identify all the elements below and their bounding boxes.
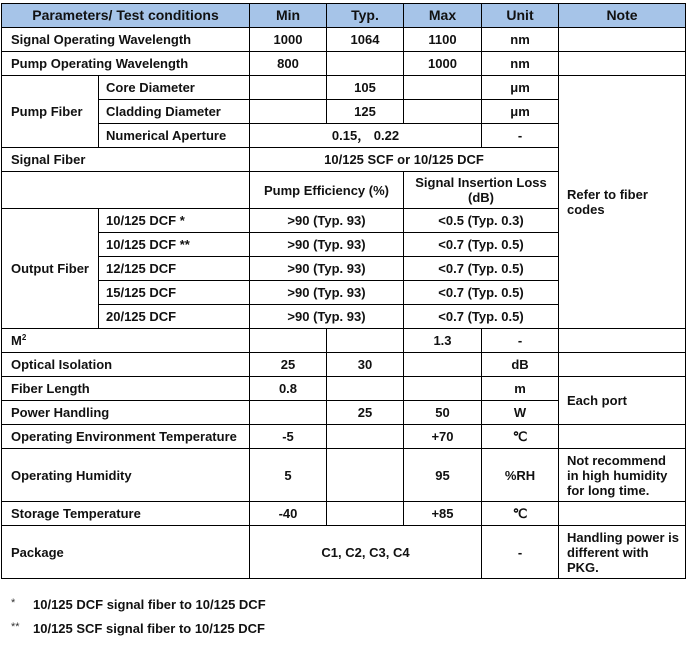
max-value: 1100 — [404, 28, 482, 52]
typ-value — [327, 502, 404, 526]
table-row — [2, 377, 686, 401]
signal-fiber-label: Signal Fiber — [2, 148, 250, 172]
loss-value: <0.5 (Typ. 0.3) — [404, 209, 559, 233]
m2-label: M — [11, 333, 22, 348]
table-row — [2, 526, 686, 579]
fiber-type: 10/125 DCF * — [99, 209, 250, 233]
row-label — [2, 329, 250, 353]
row-label: Pump Operating Wavelength — [2, 52, 250, 76]
footnote-text: 10/125 SCF signal fiber to 10/125 DCF — [33, 621, 265, 636]
efficiency-value: >90 (Typ. 93) — [250, 305, 404, 329]
table-row — [2, 502, 686, 526]
max-value: +85 — [404, 502, 482, 526]
insertion-loss-header: Signal Insertion Loss (dB) — [404, 172, 559, 209]
max-value: 95 — [404, 449, 482, 502]
header-min: Min — [250, 4, 327, 28]
loss-value: <0.7 (Typ. 0.5) — [404, 233, 559, 257]
typ-value — [327, 449, 404, 502]
note-cell — [559, 52, 686, 76]
footnote — [11, 621, 266, 645]
row-label: Package — [2, 526, 250, 579]
header-unit: Unit — [482, 4, 559, 28]
row-label: Fiber Length — [2, 377, 250, 401]
header-max: Max — [404, 4, 482, 28]
table-row — [2, 329, 686, 353]
unit-value: - — [482, 124, 559, 148]
max-value — [404, 76, 482, 100]
min-value — [250, 100, 327, 124]
unit-value: dB — [482, 353, 559, 377]
min-value — [250, 401, 327, 425]
fiber-type: 10/125 DCF ** — [99, 233, 250, 257]
max-value: 50 — [404, 401, 482, 425]
row-label: Signal Operating Wavelength — [2, 28, 250, 52]
row-label: Power Handling — [2, 401, 250, 425]
footnote-text: 10/125 DCF signal fiber to 10/125 DCF — [33, 597, 266, 612]
unit-value: nm — [482, 28, 559, 52]
unit-value: %RH — [482, 449, 559, 502]
row-label: Operating Environment Temperature — [2, 425, 250, 449]
typ-value: 105 — [327, 76, 404, 100]
max-value: +70 — [404, 425, 482, 449]
unit-value: - — [482, 526, 559, 579]
typ-value — [327, 425, 404, 449]
na-value: 0.15， 0.22 — [250, 124, 482, 148]
min-value: -5 — [250, 425, 327, 449]
footnote — [11, 597, 266, 621]
unit-value: W — [482, 401, 559, 425]
note-cell — [559, 28, 686, 52]
max-value — [404, 377, 482, 401]
min-value: 0.8 — [250, 377, 327, 401]
unit-value: m — [482, 377, 559, 401]
numerical-aperture-label: Numerical Aperture — [99, 124, 250, 148]
header-typ: Typ. — [327, 4, 404, 28]
efficiency-value: >90 (Typ. 93) — [250, 233, 404, 257]
core-diameter-label: Core Diameter — [99, 76, 250, 100]
loss-value: <0.7 (Typ. 0.5) — [404, 305, 559, 329]
package-note: Handling power is different with PKG. — [559, 526, 686, 579]
typ-value: 30 — [327, 353, 404, 377]
min-value: 25 — [250, 353, 327, 377]
fiber-type: 12/125 DCF — [99, 257, 250, 281]
unit-value: μm — [482, 100, 559, 124]
note-cell — [559, 502, 686, 526]
header-row — [2, 4, 686, 28]
max-value: 1000 — [404, 52, 482, 76]
humidity-note: Not recommend in high humidity for long time. — [559, 449, 686, 502]
footnote-mark: ** — [11, 621, 20, 633]
unit-value: ℃ — [482, 425, 559, 449]
fiber-codes-note: Refer to fiber codes — [559, 76, 686, 329]
max-value — [404, 100, 482, 124]
min-value: -40 — [250, 502, 327, 526]
package-value: C1, C2, C3, C4 — [250, 526, 482, 579]
typ-value — [327, 329, 404, 353]
signal-fiber-value: 10/125 SCF or 10/125 DCF — [250, 148, 559, 172]
table-row — [2, 28, 686, 52]
typ-value — [327, 377, 404, 401]
table-row — [2, 52, 686, 76]
min-value — [250, 329, 327, 353]
typ-value: 25 — [327, 401, 404, 425]
header-note: Note — [559, 4, 686, 28]
table-row — [2, 425, 686, 449]
footnotes — [11, 597, 266, 645]
cladding-diameter-label: Cladding Diameter — [99, 100, 250, 124]
unit-value: nm — [482, 52, 559, 76]
empty-cell — [2, 172, 250, 209]
note-cell — [559, 353, 686, 377]
min-value: 5 — [250, 449, 327, 502]
footnote-mark: * — [11, 597, 16, 609]
efficiency-value: >90 (Typ. 93) — [250, 257, 404, 281]
efficiency-value: >90 (Typ. 93) — [250, 209, 404, 233]
m2-superscript: 2 — [21, 333, 27, 342]
min-value: 1000 — [250, 28, 327, 52]
pump-fiber-label: Pump Fiber — [2, 76, 99, 148]
row-label: Storage Temperature — [2, 502, 250, 526]
fiber-type: 20/125 DCF — [99, 305, 250, 329]
min-value — [250, 76, 327, 100]
pump-efficiency-header: Pump Efficiency (%) — [250, 172, 404, 209]
table-row — [2, 449, 686, 502]
table-row — [2, 353, 686, 377]
loss-value: <0.7 (Typ. 0.5) — [404, 257, 559, 281]
spec-table — [1, 3, 686, 579]
max-value: 1.3 — [404, 329, 482, 353]
header-parameters: Parameters/ Test conditions — [2, 4, 250, 28]
typ-value — [327, 52, 404, 76]
each-port-note: Each port — [559, 377, 686, 425]
note-cell — [559, 329, 686, 353]
loss-value: <0.7 (Typ. 0.5) — [404, 281, 559, 305]
min-value: 800 — [250, 52, 327, 76]
note-cell — [559, 425, 686, 449]
unit-value: - — [482, 329, 559, 353]
row-label: Operating Humidity — [2, 449, 250, 502]
unit-value: μm — [482, 76, 559, 100]
typ-value: 125 — [327, 100, 404, 124]
table-row — [2, 76, 686, 100]
fiber-type: 15/125 DCF — [99, 281, 250, 305]
output-fiber-label: Output Fiber — [2, 209, 99, 329]
typ-value: 1064 — [327, 28, 404, 52]
unit-value: ℃ — [482, 502, 559, 526]
row-label: Optical Isolation — [2, 353, 250, 377]
max-value — [404, 353, 482, 377]
efficiency-value: >90 (Typ. 93) — [250, 281, 404, 305]
